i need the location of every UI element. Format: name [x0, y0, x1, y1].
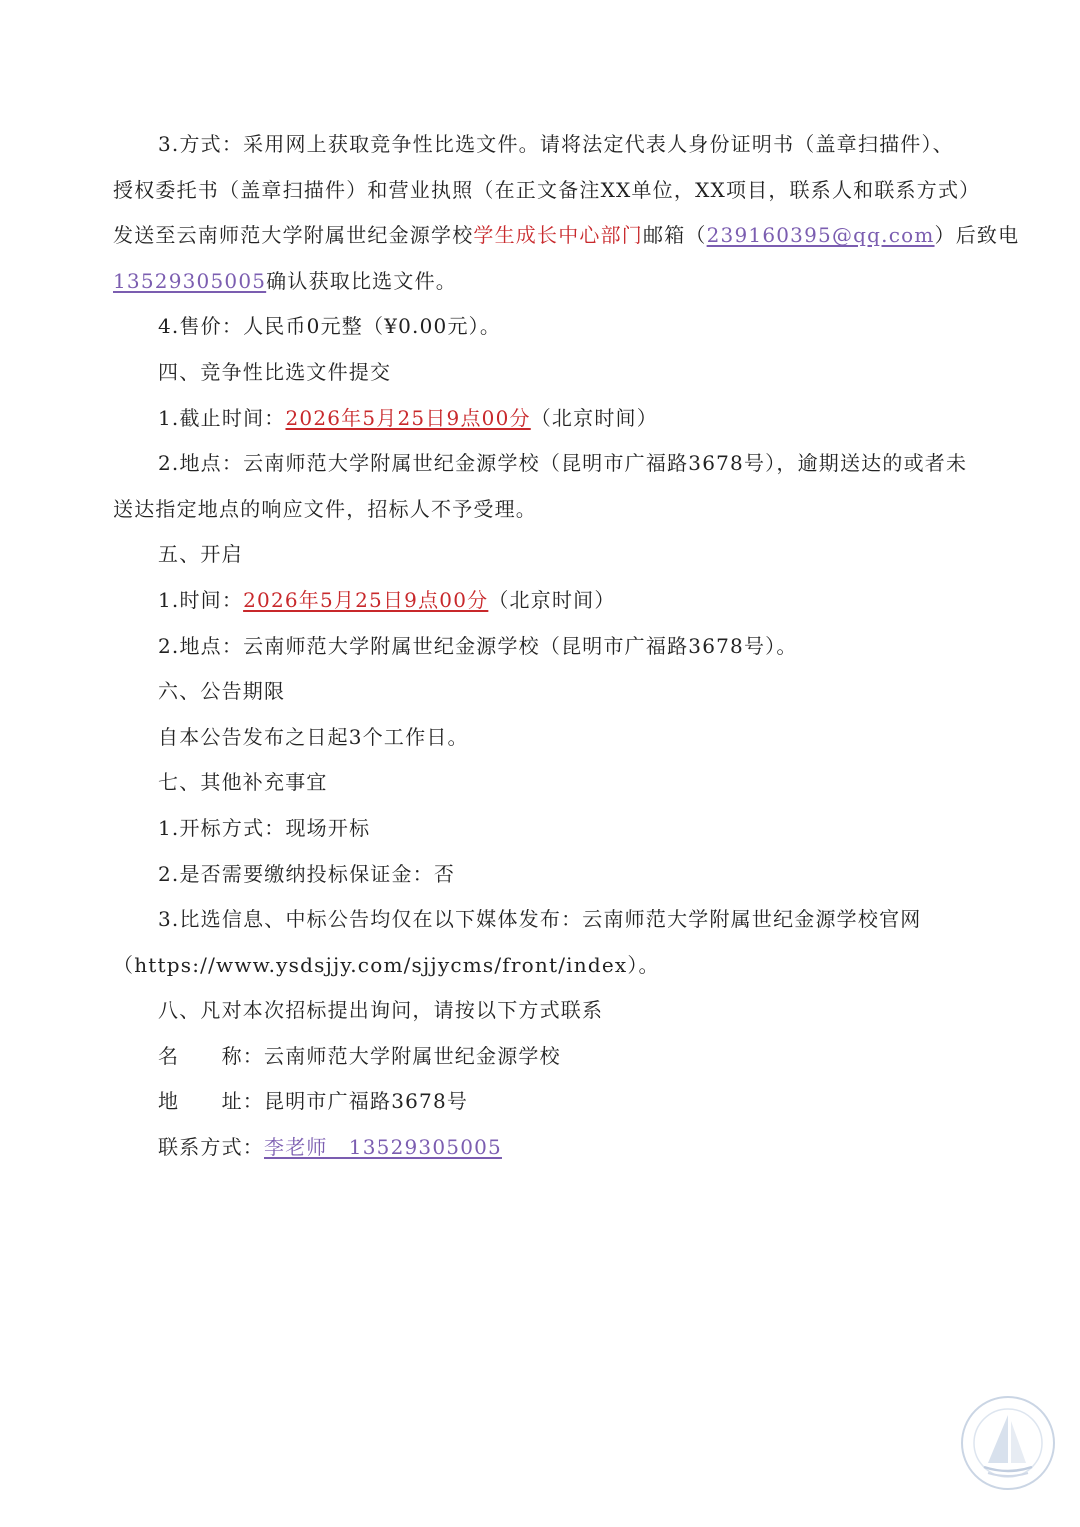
contact-method-label: 联系方式：: [158, 1135, 264, 1160]
section3-item3-line2: 授权委托书（盖章扫描件）和营业执照（在正文备注XX单位，XX项目，联系人和联系方式）: [113, 177, 981, 202]
section6-heading: 六、公告期限: [158, 679, 286, 704]
section8-heading: 八、凡对本次招标提出询问，请按以下方式联系: [158, 998, 604, 1023]
section3-item4: 4.售价：人民币0元整（¥0.00元）。: [158, 314, 502, 339]
opening-timezone: （北京时间）: [488, 587, 616, 612]
document-body: [113, 122, 1020, 1171]
section7-item2: 2.是否需要缴纳投标保证金：否: [158, 861, 456, 886]
section3-item3-text-end: 确认获取比选文件。: [266, 268, 457, 293]
opening-time: 2026年5月25日9点00分: [243, 587, 489, 612]
section3-item3-text-pre: 发送至云南师范大学附属世纪金源学校: [113, 223, 474, 248]
email-link[interactable]: 239160395@qq.com: [706, 223, 935, 248]
section7-item1: 1.开标方式：现场开标: [158, 815, 371, 840]
deadline-time: 2026年5月25日9点00分: [285, 405, 531, 430]
section5-heading: 五、开启: [158, 542, 243, 567]
contact-method-value[interactable]: 李老师 13529305005: [264, 1135, 502, 1160]
section3-item3-line4: [113, 259, 983, 305]
contact-address-row: [113, 1079, 983, 1125]
contact-name-label: 名 称：: [158, 1043, 264, 1068]
opening-time-label: 1.时间：: [158, 587, 244, 612]
department-highlight: 学生成长中心部门: [473, 223, 644, 248]
section3-item3-text-mid: 邮箱（: [643, 223, 707, 248]
section4-heading: 四、竞争性比选文件提交: [158, 359, 392, 384]
contact-address-value: 昆明市广福路3678号: [264, 1089, 469, 1114]
section4-item1: [113, 396, 983, 442]
section5-item2: 2.地点：云南师范大学附属世纪金源学校（昆明市广福路3678号）。: [158, 633, 798, 658]
section4-item2-line2: 送达指定地点的响应文件，招标人不予受理。: [113, 496, 537, 521]
section5-item1: [113, 578, 983, 624]
section7-item3-line1: 3.比选信息、中标公告均仅在以下媒体发布：云南师范大学附属世纪金源学校官网: [158, 907, 922, 932]
contact-name-value: 云南师范大学附属世纪金源学校: [264, 1043, 561, 1068]
deadline-label: 1.截止时间：: [158, 405, 286, 430]
section4-item2-line1: 2.地点：云南师范大学附属世纪金源学校（昆明市广福路3678号），逾期送达的或者未: [158, 451, 968, 476]
section3-item3-text-post: ）后致电: [934, 223, 1020, 248]
contact-address-label: 地 址：: [158, 1089, 264, 1114]
section3-item3-line1: 3.方式：采用网上获取竞争性比选文件。请将法定代表人身份证明书（盖章扫描件）、: [158, 132, 954, 156]
contact-method-row: [113, 1125, 983, 1171]
section3-item3-line3: [113, 213, 1020, 259]
school-seal-icon: [958, 1393, 1058, 1493]
phone-link[interactable]: 13529305005: [113, 268, 267, 293]
contact-name-row: [113, 1034, 983, 1080]
section7-item3-line2: （https://www.ysdsjjy.com/sjjycms/front/index）。: [113, 952, 660, 977]
section6-text: 自本公告发布之日起3个工作日。: [158, 724, 469, 749]
deadline-timezone: （北京时间）: [530, 405, 658, 430]
section7-heading: 七、其他补充事宜: [158, 770, 328, 795]
